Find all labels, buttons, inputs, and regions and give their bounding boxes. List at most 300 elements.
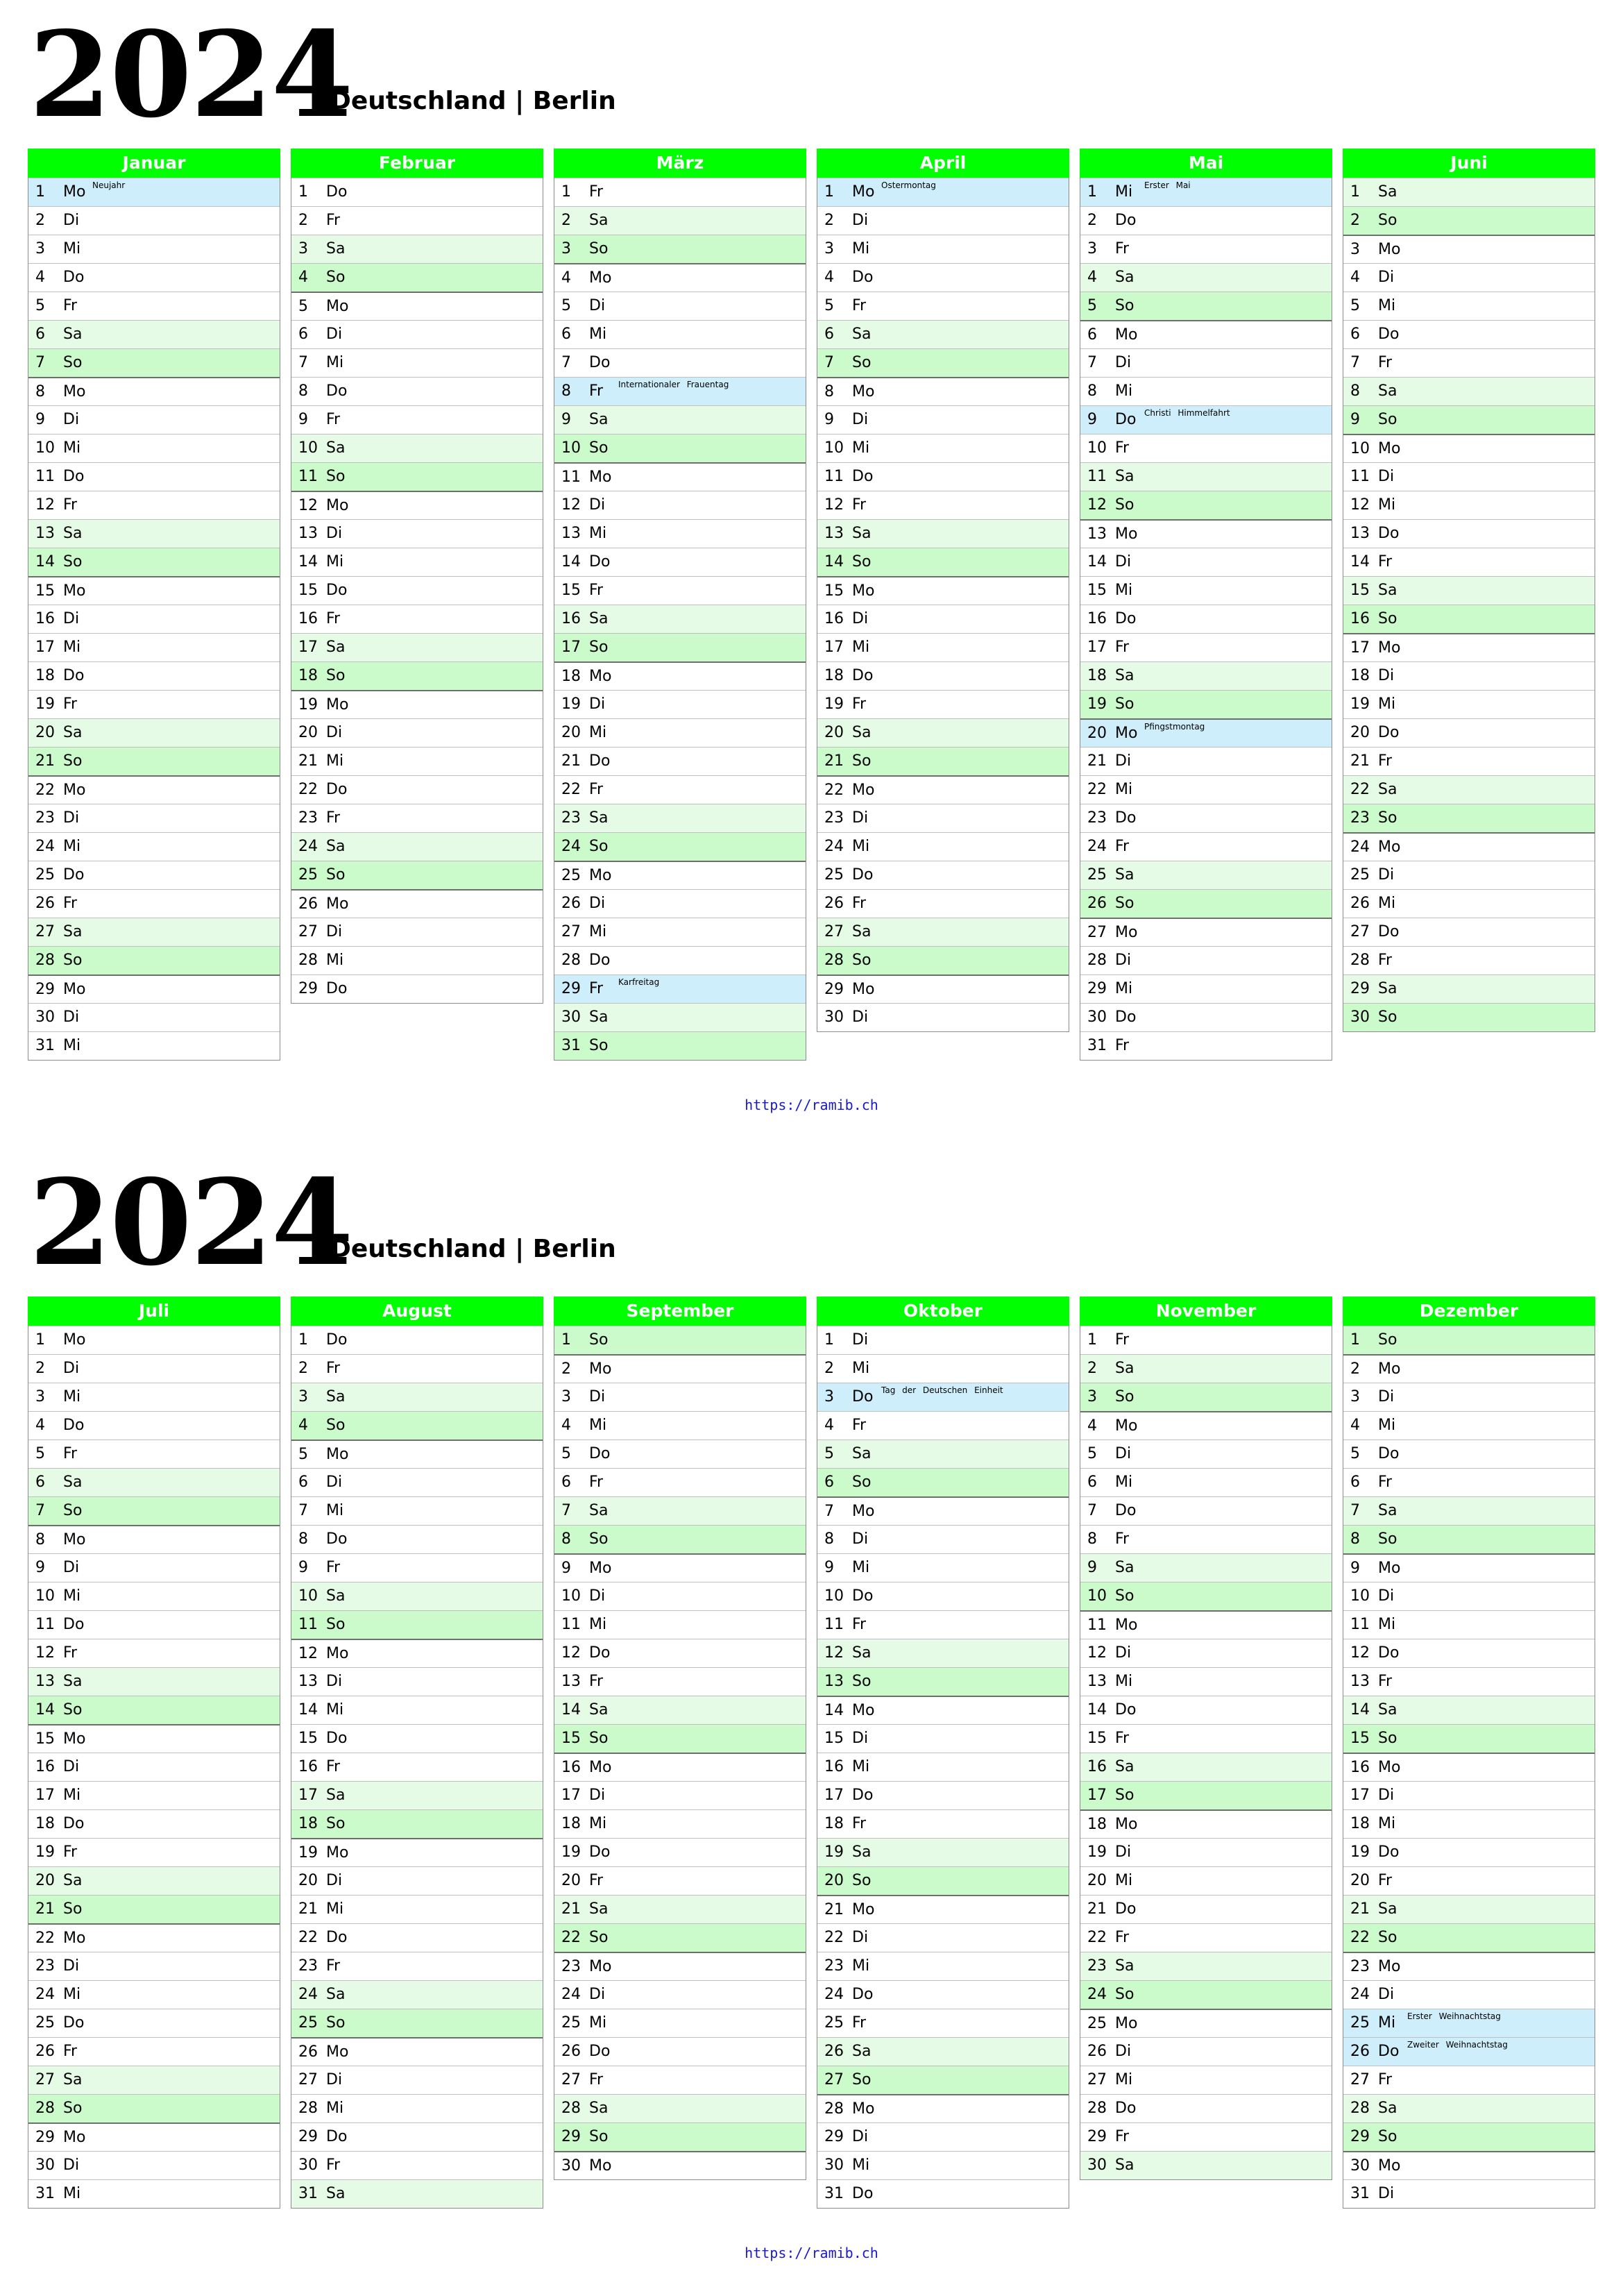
day-number: 14: [824, 1702, 844, 1719]
day-row: [28, 292, 280, 320]
day-number: 16: [1350, 610, 1370, 627]
day-row: [554, 320, 806, 348]
day-number: 28: [824, 2100, 844, 2118]
day-row: [28, 1838, 280, 1866]
day-number: 7: [35, 1502, 45, 1519]
day-row: [1080, 348, 1332, 377]
day-number: 24: [298, 838, 318, 855]
day-number: 3: [1087, 1388, 1097, 1406]
day-row: [1343, 206, 1595, 235]
day-row: [1080, 747, 1332, 775]
weekday-label: Fr: [326, 610, 341, 627]
day-number: 7: [824, 354, 834, 371]
month-column: [291, 1297, 543, 2209]
day-number: 17: [298, 1787, 318, 1804]
day-row: [554, 1525, 806, 1553]
day-number: 1: [1087, 1331, 1097, 1349]
day-number: 19: [1350, 1843, 1370, 1861]
weekday-label: Sa: [852, 525, 872, 542]
day-number: 19: [1087, 1843, 1107, 1861]
day-number: 13: [824, 1673, 844, 1690]
day-number: 27: [1087, 2071, 1107, 2088]
day-row: [554, 1781, 806, 1809]
day-number: 1: [561, 183, 571, 201]
day-row: [554, 2151, 806, 2179]
day-row: [1080, 2009, 1332, 2037]
day-row: [554, 2066, 806, 2094]
day-row: [291, 235, 543, 263]
weekday-label: Mi: [326, 1502, 344, 1519]
weekday-label: Mo: [852, 2100, 875, 2118]
day-number: 29: [35, 981, 55, 998]
day-number: 25: [561, 867, 581, 884]
day-row: [554, 1696, 806, 1724]
weekday-label: So: [326, 468, 346, 485]
day-number: 29: [1087, 980, 1107, 997]
weekday-label: Fr: [63, 695, 78, 713]
day-row: [28, 2151, 280, 2179]
day-row: [28, 2094, 280, 2122]
weekday-label: Fr: [852, 1616, 867, 1633]
day-row: [291, 861, 543, 889]
weekday-label: So: [852, 354, 872, 371]
day-row: [28, 1724, 280, 1753]
day-number: 3: [824, 1388, 834, 1406]
weekday-label: Fr: [1378, 952, 1393, 969]
day-row: [291, 263, 543, 292]
day-number: 18: [1350, 667, 1370, 684]
day-number: 20: [824, 1872, 844, 1889]
weekday-label: Mo: [63, 981, 86, 998]
day-row: [291, 832, 543, 861]
day-row: [554, 1980, 806, 2009]
day-number: 4: [1350, 1417, 1360, 1434]
weekday-label: Fr: [589, 382, 604, 400]
day-number: 17: [35, 639, 55, 656]
weekday-label: Mo: [589, 469, 612, 486]
holiday-label: Erster Weihnachtstag: [1407, 2011, 1501, 2021]
month-header: Februar: [291, 149, 543, 178]
day-row: [291, 804, 543, 832]
weekday-label: Di: [63, 212, 80, 229]
day-row: [28, 861, 280, 889]
day-number: 22: [1350, 1929, 1370, 1946]
weekday-label: So: [1115, 695, 1135, 713]
day-number: 24: [298, 1986, 318, 2003]
day-row: [817, 1866, 1069, 1895]
month-column: [817, 149, 1069, 1032]
day-number: 5: [298, 1446, 308, 1463]
day-row: [291, 178, 543, 206]
day-row: [817, 491, 1069, 519]
day-row: [817, 263, 1069, 292]
day-number: 13: [298, 1673, 318, 1690]
day-row: [554, 1383, 806, 1411]
day-row: [817, 775, 1069, 804]
day-row: [1080, 1525, 1332, 1553]
weekday-label: Fr: [589, 183, 604, 201]
day-number: 16: [1350, 1759, 1370, 1776]
weekday-label: Sa: [326, 1587, 346, 1605]
day-row: [28, 946, 280, 974]
weekday-label: Di: [1378, 1986, 1395, 2003]
weekday-label: So: [589, 439, 609, 457]
day-number: 21: [1350, 1900, 1370, 1918]
weekday-label: Do: [1378, 1644, 1400, 1662]
day-number: 2: [1350, 212, 1360, 229]
day-number: 24: [1087, 838, 1107, 855]
day-row: [1343, 889, 1595, 918]
weekday-label: Di: [1378, 866, 1395, 884]
holiday-label: Neujahr: [92, 180, 126, 190]
day-number: 24: [1350, 1986, 1370, 2003]
day-number: 29: [298, 2128, 318, 2145]
weekday-label: Fr: [852, 895, 867, 912]
day-number: 20: [298, 1872, 318, 1889]
day-number: 15: [824, 1730, 844, 1747]
weekday-label: So: [1378, 1929, 1397, 1946]
weekday-label: Mi: [1115, 1474, 1133, 1491]
day-number: 5: [824, 1445, 834, 1462]
weekday-label: Sa: [589, 212, 609, 229]
weekday-label: Do: [1115, 1701, 1137, 1719]
weekday-label: Mi: [1115, 980, 1133, 997]
weekday-label: Sa: [1115, 2156, 1135, 2174]
day-number: 20: [1350, 724, 1370, 741]
day-row: [1080, 1411, 1332, 1440]
day-number: 19: [298, 696, 318, 714]
day-row: [817, 434, 1069, 462]
day-row: [291, 718, 543, 747]
day-number: 14: [1350, 553, 1370, 571]
day-row: [554, 519, 806, 548]
weekday-label: Do: [1378, 326, 1400, 343]
month-header: Juni: [1343, 149, 1595, 178]
day-number: 17: [1087, 1787, 1107, 1804]
day-number: 5: [824, 297, 834, 314]
day-row: [1080, 946, 1332, 974]
website-link[interactable]: https://ramib.ch: [745, 1097, 878, 1113]
day-number: 2: [1087, 1360, 1097, 1377]
weekday-label: Fr: [589, 1673, 604, 1690]
day-number: 1: [1087, 183, 1097, 201]
weekday-label: Sa: [326, 2185, 346, 2202]
day-number: 19: [561, 695, 581, 713]
month-header: April: [817, 149, 1069, 178]
day-number: 22: [561, 781, 581, 798]
day-row: [1080, 206, 1332, 235]
day-number: 20: [1087, 725, 1107, 742]
day-row: [817, 2009, 1069, 2037]
day-number: 21: [1087, 752, 1107, 770]
weekday-label: Mo: [852, 1702, 875, 1719]
day-row: [28, 1667, 280, 1696]
day-number: 30: [1087, 1008, 1107, 1026]
day-row: [1343, 405, 1595, 434]
day-number: 8: [298, 382, 308, 400]
day-number: 14: [35, 553, 55, 571]
weekday-label: Sa: [852, 1843, 872, 1861]
weekday-label: Fr: [589, 582, 604, 599]
day-number: 23: [1087, 1957, 1107, 1975]
weekday-label: So: [589, 1730, 609, 1747]
day-number: 27: [824, 923, 844, 940]
day-row: [1080, 1326, 1332, 1354]
day-row: [1343, 1496, 1595, 1525]
day-row: [817, 946, 1069, 974]
day-number: 1: [298, 1331, 308, 1349]
weekday-label: Mi: [589, 326, 607, 343]
weekday-label: Mi: [1378, 1417, 1396, 1434]
day-row: [291, 576, 543, 605]
day-number: 3: [1350, 1388, 1360, 1406]
day-row: [1343, 861, 1595, 889]
day-row: [1080, 1383, 1332, 1411]
weekday-label: Mi: [589, 525, 607, 542]
day-number: 6: [35, 1474, 45, 1491]
day-number: 8: [1087, 382, 1097, 400]
day-row: [817, 832, 1069, 861]
weekday-label: So: [852, 1872, 872, 1889]
day-row: [1080, 2122, 1332, 2151]
month-column: [554, 149, 806, 1061]
weekday-label: Mi: [1115, 1673, 1133, 1690]
day-number: 18: [298, 1815, 318, 1832]
weekday-label: Sa: [1378, 183, 1397, 201]
day-row: [817, 2179, 1069, 2208]
day-row: [291, 946, 543, 974]
day-row: [291, 2122, 543, 2151]
day-number: 15: [1087, 1730, 1107, 1747]
day-row: [554, 861, 806, 889]
day-row: [1080, 405, 1332, 434]
weekday-label: So: [852, 2071, 872, 2088]
day-number: 25: [35, 2014, 55, 2032]
day-number: 26: [298, 895, 318, 913]
day-row: [817, 405, 1069, 434]
day-number: 13: [1087, 1673, 1107, 1690]
weekday-label: Sa: [1115, 1559, 1135, 1576]
day-list: [28, 1326, 280, 2209]
day-number: 23: [35, 1957, 55, 1975]
weekday-label: So: [63, 2100, 83, 2117]
weekday-label: Do: [326, 382, 348, 400]
day-row: [1343, 1582, 1595, 1610]
day-row: [554, 1582, 806, 1610]
day-row: [1343, 1866, 1595, 1895]
day-row: [291, 1525, 543, 1553]
day-row: [554, 1610, 806, 1639]
day-number: 14: [1087, 553, 1107, 571]
day-number: 14: [298, 1701, 318, 1719]
day-row: [554, 889, 806, 918]
weekday-label: Sa: [63, 1872, 83, 1889]
weekday-label: Mi: [326, 1701, 344, 1719]
day-row: [1080, 1952, 1332, 1980]
weekday-label: Mo: [852, 582, 875, 600]
weekday-label: Sa: [63, 525, 83, 542]
day-number: 2: [1350, 1360, 1360, 1378]
day-number: 14: [561, 553, 581, 571]
day-row: [28, 747, 280, 775]
day-row: [291, 918, 543, 946]
day-row: [817, 1753, 1069, 1781]
weekday-label: Do: [852, 1388, 874, 1406]
day-number: 12: [561, 1644, 581, 1662]
day-number: 11: [1087, 1617, 1107, 1634]
day-row: [1343, 2009, 1595, 2037]
day-number: 22: [824, 782, 844, 799]
day-row: [1343, 1696, 1595, 1724]
weekday-label: Sa: [63, 1474, 83, 1491]
weekday-label: Sa: [63, 724, 83, 741]
day-number: 29: [1087, 2128, 1107, 2145]
day-number: 4: [824, 1417, 834, 1434]
day-row: [1343, 804, 1595, 832]
weekday-label: So: [63, 1502, 83, 1519]
day-number: 8: [1087, 1530, 1097, 1548]
day-row: [817, 1895, 1069, 1923]
day-row: [291, 605, 543, 633]
day-row: [1343, 1895, 1595, 1923]
day-row: [28, 775, 280, 804]
weekday-label: Sa: [1115, 1360, 1135, 1377]
day-row: [817, 1553, 1069, 1582]
day-number: 21: [561, 1900, 581, 1918]
weekday-label: Fr: [326, 2156, 341, 2174]
weekday-label: Mo: [63, 383, 86, 400]
weekday-label: Di: [1378, 2185, 1395, 2202]
day-number: 19: [35, 695, 55, 713]
day-row: [1080, 1866, 1332, 1895]
day-row: [817, 1696, 1069, 1724]
day-row: [817, 889, 1069, 918]
weekday-label: Mi: [63, 439, 81, 457]
day-row: [28, 206, 280, 235]
day-number: 4: [1087, 269, 1097, 286]
weekday-label: Fr: [1115, 639, 1130, 656]
day-number: 13: [561, 525, 581, 542]
day-number: 26: [561, 895, 581, 912]
day-number: 14: [824, 553, 844, 571]
day-row: [1343, 292, 1595, 320]
day-number: 17: [1087, 639, 1107, 656]
day-number: 8: [35, 383, 45, 400]
day-number: 12: [35, 496, 55, 514]
day-number: 28: [298, 2100, 318, 2117]
weekday-label: Mo: [1378, 639, 1401, 657]
weekday-label: Mo: [852, 183, 875, 201]
day-number: 21: [824, 1901, 844, 1918]
day-number: 2: [561, 1360, 571, 1378]
day-row: [28, 1468, 280, 1496]
day-row: [1080, 292, 1332, 320]
weekday-label: Do: [589, 553, 611, 571]
day-row: [291, 1781, 543, 1809]
day-row: [1080, 605, 1332, 633]
day-number: 12: [1087, 1644, 1107, 1662]
day-list: [1080, 1326, 1332, 2180]
weekday-label: Di: [852, 1008, 869, 1026]
weekday-label: Sa: [589, 1900, 609, 1918]
day-number: 13: [1350, 1673, 1370, 1690]
day-list: [1343, 1326, 1595, 2209]
weekday-label: Mo: [1115, 1816, 1138, 1833]
day-row: [291, 2151, 543, 2179]
weekday-label: Sa: [589, 2100, 609, 2117]
website-link[interactable]: https://ramib.ch: [745, 2245, 878, 2261]
day-number: 23: [824, 809, 844, 827]
day-list: [1343, 178, 1595, 1032]
weekday-label: Mi: [852, 1360, 870, 1377]
day-row: [28, 1639, 280, 1667]
weekday-label: Di: [589, 1986, 606, 2003]
day-row: [1343, 1980, 1595, 2009]
day-number: 4: [35, 269, 45, 286]
weekday-label: Mi: [326, 553, 344, 571]
weekday-label: So: [63, 952, 83, 969]
day-row: [817, 548, 1069, 576]
weekday-label: Do: [1115, 411, 1137, 428]
day-row: [291, 775, 543, 804]
day-row: [291, 548, 543, 576]
day-row: [554, 1468, 806, 1496]
day-number: 17: [35, 1787, 55, 1804]
day-row: [817, 292, 1069, 320]
day-number: 11: [824, 1616, 844, 1633]
day-row: [1343, 235, 1595, 263]
day-number: 31: [35, 1037, 55, 1054]
day-number: 14: [1350, 1701, 1370, 1719]
day-number: 20: [561, 1872, 581, 1889]
weekday-label: Di: [63, 1360, 80, 1377]
month-header: August: [291, 1297, 543, 1326]
weekday-label: Di: [852, 610, 869, 627]
day-number: 4: [561, 269, 571, 287]
month-header: März: [554, 149, 806, 178]
day-number: 2: [561, 212, 571, 229]
weekday-label: Do: [852, 1787, 874, 1804]
day-row: [1080, 1440, 1332, 1468]
day-number: 27: [824, 2071, 844, 2088]
weekday-label: Mi: [326, 752, 344, 770]
day-number: 23: [298, 1957, 318, 1975]
weekday-label: So: [1115, 297, 1135, 314]
weekday-label: So: [1115, 1388, 1135, 1406]
day-number: 25: [824, 2014, 844, 2032]
day-row: [817, 1383, 1069, 1411]
day-row: [28, 1525, 280, 1553]
day-number: 21: [1350, 752, 1370, 770]
day-number: 1: [35, 183, 45, 201]
day-number: 12: [561, 496, 581, 514]
weekday-label: Do: [63, 667, 85, 684]
day-row: [291, 1354, 543, 1383]
day-number: 19: [298, 1844, 318, 1862]
day-row: [1343, 462, 1595, 491]
weekday-label: Mo: [1378, 838, 1401, 856]
day-row: [1343, 576, 1595, 605]
day-number: 22: [1087, 1929, 1107, 1946]
weekday-label: So: [63, 752, 83, 770]
month-header: November: [1080, 1297, 1332, 1326]
day-row: [554, 1809, 806, 1838]
weekday-label: Mi: [63, 1587, 81, 1605]
day-number: 21: [1087, 1900, 1107, 1918]
day-row: [291, 633, 543, 661]
day-row: [1080, 1809, 1332, 1838]
weekday-label: Do: [1115, 1502, 1137, 1519]
